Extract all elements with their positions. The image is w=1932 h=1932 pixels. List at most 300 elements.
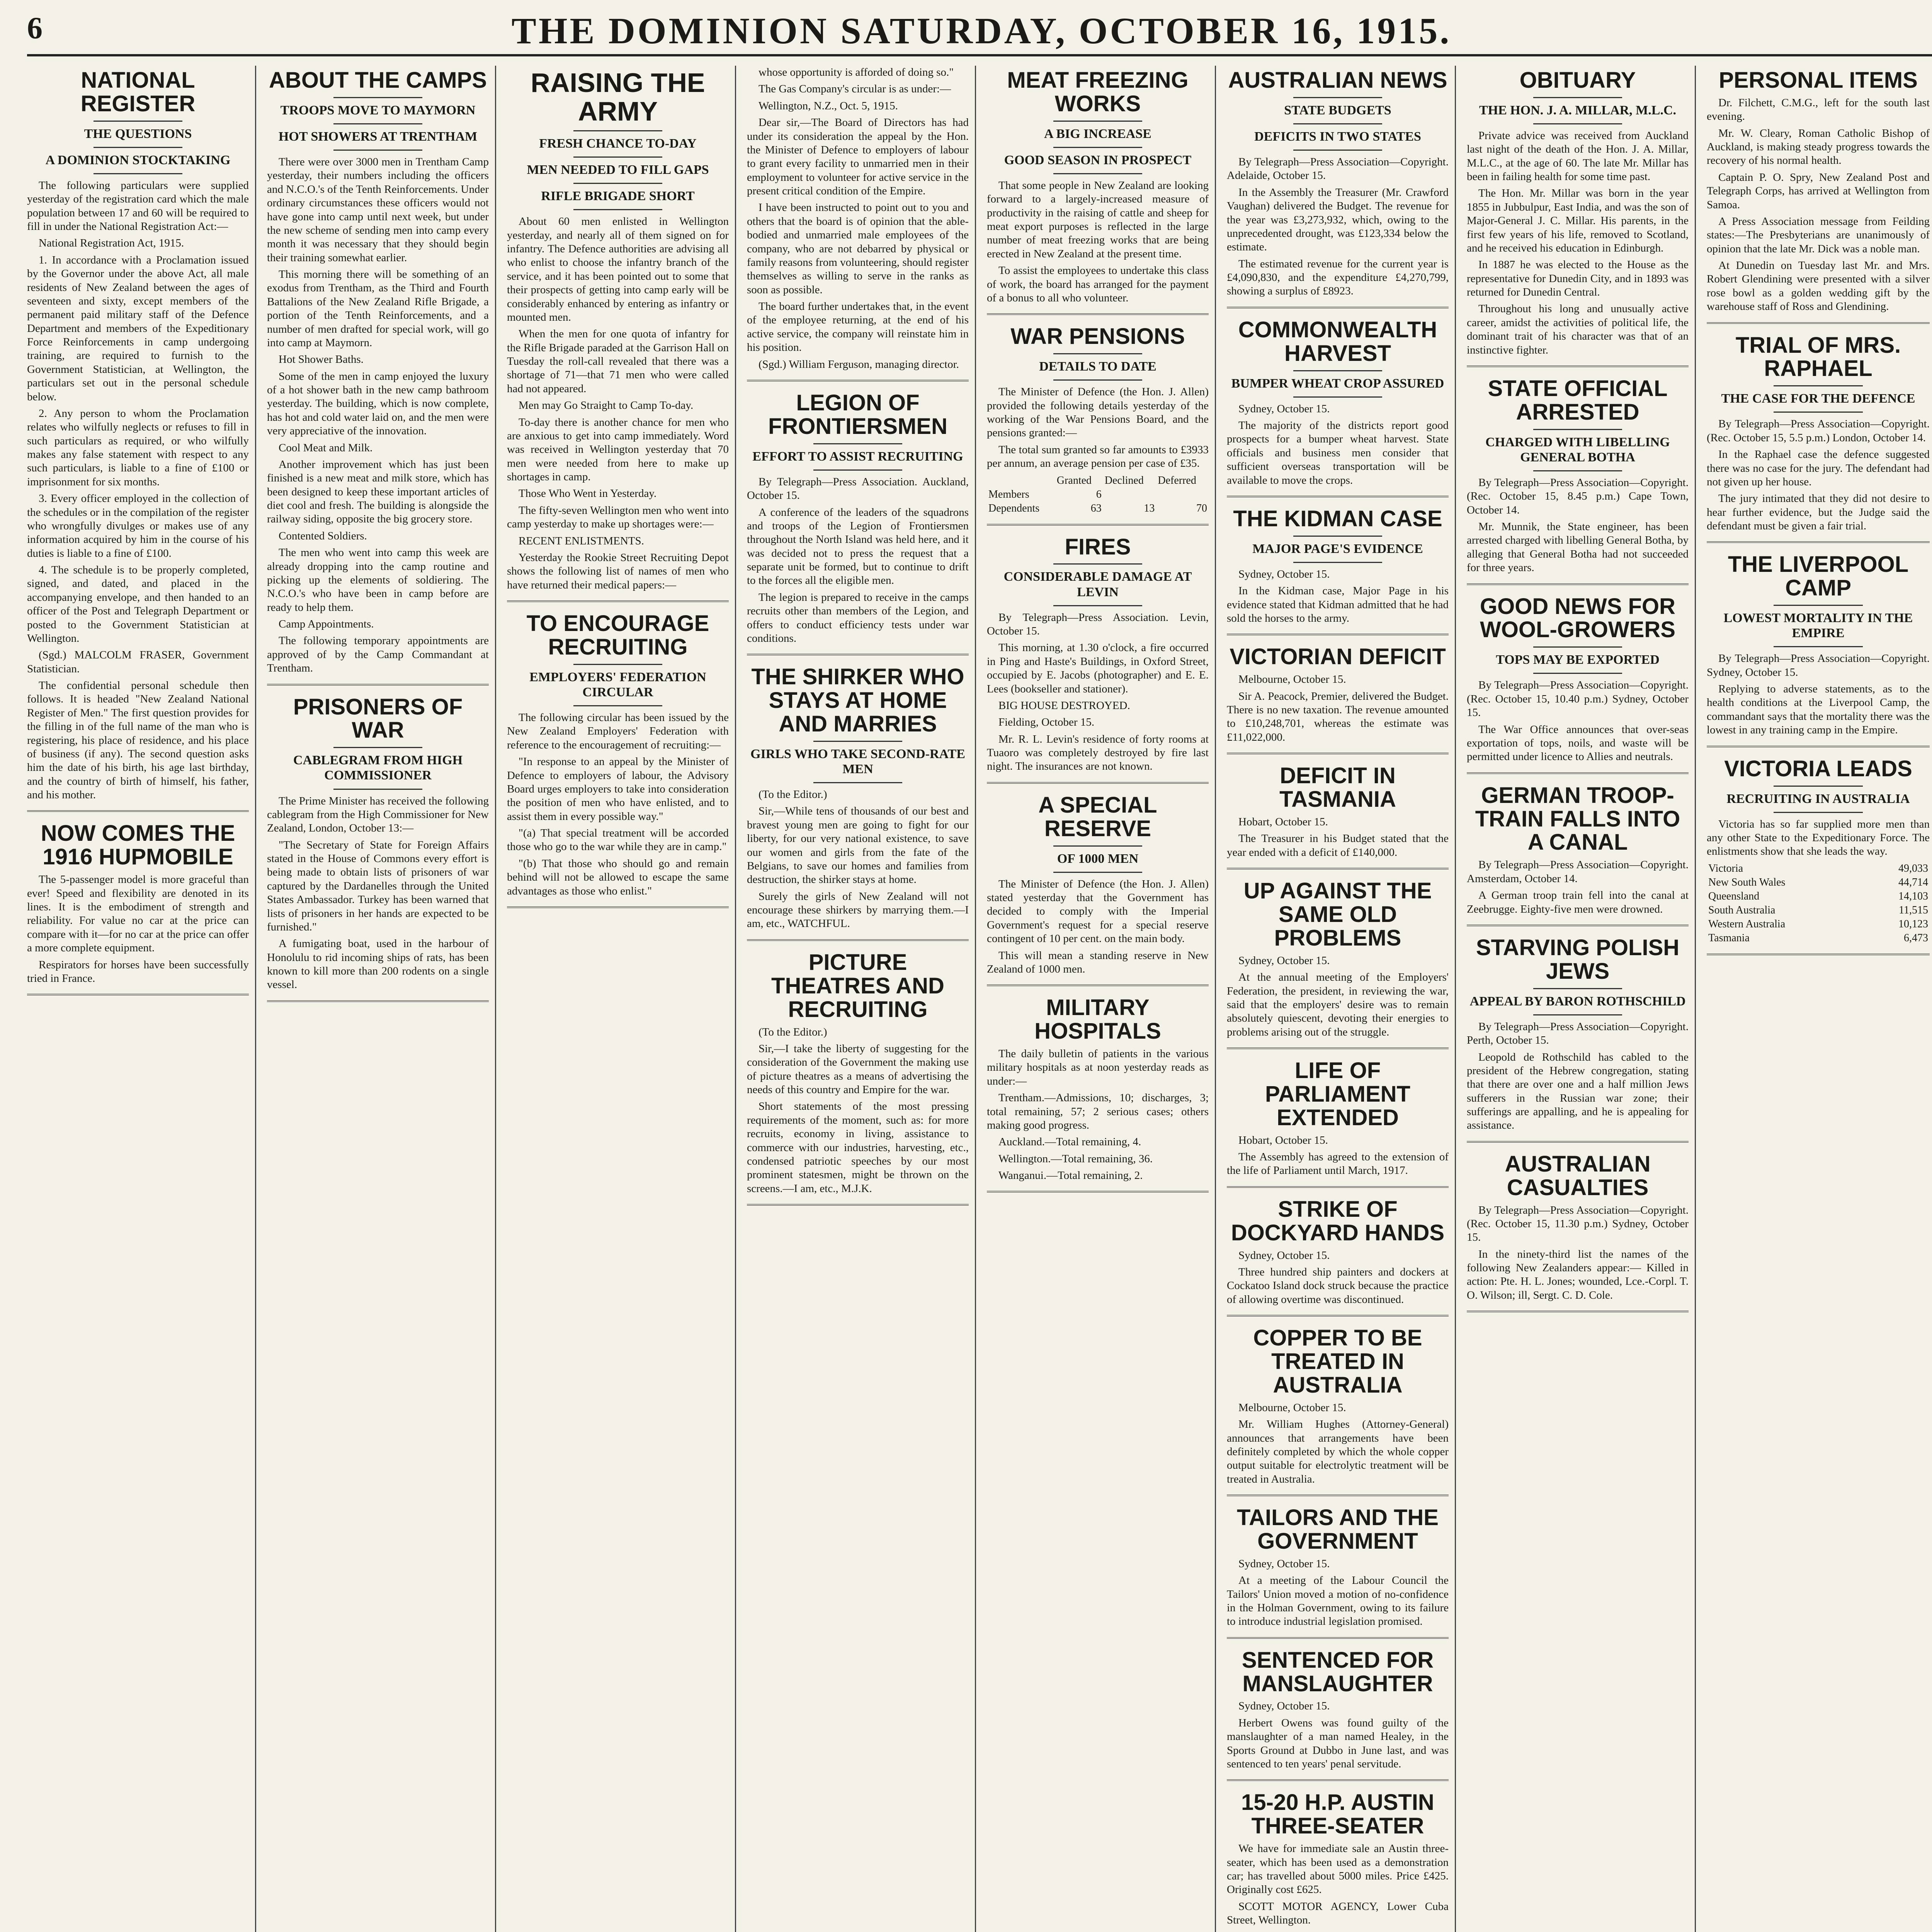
article-paragraph: Auckland.—Total remaining, 4. — [998, 1136, 1141, 1148]
article-paragraph: Victoria has so far supplied more men than any other State to the Expeditionary Force. The enlistments show that she leads the way. — [1707, 818, 1930, 858]
divider — [1053, 147, 1142, 148]
column-6 — [1227, 66, 1456, 1932]
divider — [1293, 150, 1382, 151]
article-paragraph: Sir,—While tens of thousands of our best and bravest young men are going to fight for our liberty, for our very national existence, to save our women and girls from the fate of the Belgians, to save our homes and families from destruction, the shirker stays at home. — [747, 805, 969, 886]
article-subhead: APPEAL BY BARON ROTHSCHILD — [1469, 994, 1686, 1009]
table-header-cell: Declined — [1104, 474, 1144, 486]
article — [1227, 1788, 1449, 1927]
article-separator — [1227, 1779, 1449, 1781]
article-subhead: TROOPS MOVE TO MAYMORN — [280, 103, 476, 117]
article-paragraph: In the Raphael case the defence suggested there was no case for the jury. The defendant had not given up her house. — [1707, 448, 1930, 488]
article-separator — [1227, 868, 1449, 869]
article-paragraph: (To the Editor.) — [759, 1026, 827, 1038]
article-headline: UP AGAINST THE SAME OLD PROBLEMS — [1243, 878, 1432, 951]
article-headline: TO ENCOURAGE RECRUITING — [526, 611, 709, 660]
article-headline: GOOD NEWS FOR WOOL-GROWERS — [1480, 594, 1675, 643]
article — [1227, 1056, 1449, 1178]
data-table — [987, 474, 1209, 515]
table-cell: 6 — [1096, 488, 1102, 500]
article-headline: VICTORIAN DEFICIT — [1230, 644, 1446, 670]
article-separator — [1707, 746, 1930, 747]
article-separator — [267, 1000, 489, 1002]
article-paragraph: 2. Any person to whom the Proclamation relates who wilfully neglects or refuses to fill in such particulars as required, or who wilfully makes any false statement with respect to any such particulars, is liable to a fine of £100 or imprisonment for six months. — [27, 407, 249, 488]
article-separator — [1227, 1495, 1449, 1496]
article — [1467, 781, 1689, 916]
article-paragraph: At the annual meeting of the Employers' Federation, the president, in reviewing the war, said that the employers' desire was to remain absolutely quiescent, devoting their energies to problems arising out of the struggle. — [1227, 971, 1449, 1038]
article-subhead: A DOMINION STOCKTAKING — [45, 153, 231, 167]
article-headline: NOW COMES THE 1916 HUPMOBILE — [41, 821, 235, 870]
article-subhead: BUMPER WHEAT CROP ASSURED — [1231, 376, 1444, 391]
article-separator — [747, 1204, 969, 1206]
article-paragraph: National Registration Act, 1915. — [39, 237, 184, 250]
column-3 — [507, 66, 736, 1932]
article — [27, 66, 249, 802]
article-subhead: CHARGED WITH LIBELLING GENERAL BOTHA — [1485, 435, 1670, 464]
article-paragraph: The Gas Company's circular is as under:— — [759, 83, 951, 95]
table-cell: Dependents — [988, 502, 1040, 514]
divider — [1533, 988, 1622, 989]
column-2 — [267, 66, 496, 1932]
divider — [1053, 872, 1142, 873]
article-headline: A SPECIAL RESERVE — [1038, 792, 1157, 841]
article-separator — [267, 684, 489, 685]
table-cell: South Australia — [1708, 904, 1776, 916]
article-paragraph: In the Kidman case, Major Page in his evidence stated that Kidman admitted that he had sold the horses to the army. — [1227, 585, 1449, 625]
article-headline: TRIAL OF MRS. RAPHAEL — [1735, 332, 1901, 381]
article-headline: THE SHIRKER WHO STAYS AT HOME AND MARRIES — [751, 664, 964, 737]
article-paragraph: Contented Soldiers. — [279, 529, 367, 542]
article — [1227, 1503, 1449, 1629]
table-cell — [1103, 488, 1156, 502]
article-headline: MILITARY HOSPITALS — [1034, 995, 1161, 1044]
article-paragraph: Sydney, October 15. — [1238, 1557, 1330, 1570]
article-separator — [27, 810, 249, 812]
article-subhead: MEN NEEDED TO FILL GAPS — [527, 163, 709, 177]
article-headline: PERSONAL ITEMS — [1719, 68, 1918, 93]
article-separator — [1227, 1186, 1449, 1188]
divider — [1533, 97, 1622, 98]
article — [987, 532, 1209, 774]
table-cell: 63 — [1090, 502, 1102, 514]
article-paragraph: The War Office announces that over-seas exportation of tops, noils, and waste will be permitted under licence to Allies and neutrals. — [1467, 723, 1689, 763]
article-paragraph: Replying to adverse statements, as to the health conditions at the Liverpool Camp, the commandant says that the mortality there was the lowest in any training camp in the Empire. — [1707, 683, 1930, 736]
article-subhead: EFFORT TO ASSIST RECRUITING — [752, 449, 963, 464]
divider — [333, 150, 422, 151]
article-headline: GERMAN TROOP-TRAIN FALLS INTO A CANAL — [1475, 782, 1680, 855]
article-paragraph: This will mean a standing reserve in New Zealand of 1000 men. — [987, 949, 1209, 975]
article-paragraph: Dr. Filchett, C.M.G., left for the south last evening. — [1707, 96, 1930, 123]
article-paragraph: Herbert Owens was found guilty of the manslaughter of a man named Healey, in the Sports Ground at Dubbo in June last, and was sentenced to ten years' penal servitude. — [1227, 1716, 1449, 1770]
article-subhead: THE CASE FOR THE DEFENCE — [1721, 391, 1915, 406]
table-header-cell: Deferred — [1158, 474, 1196, 486]
article — [987, 791, 1209, 976]
article — [1707, 550, 1930, 737]
table-cell — [1156, 488, 1209, 502]
article-headline: LEGION OF FRONTIERSMEN — [768, 390, 947, 439]
divider — [1774, 812, 1863, 813]
table-cell: 13 — [1144, 502, 1155, 514]
article-paragraph: Mr. William Hughes (Attorney-General) announces that arrangements have been definitely completed by which the whole copper output suitable for electrolytic treatment will be treated in Australia. — [1227, 1418, 1449, 1485]
article-paragraph: Hobart, October 15. — [1238, 815, 1328, 828]
article-paragraph: The board further undertakes that, in the event of the employee returning, at the end of his active service, the company will reinstate him in his position. — [747, 300, 969, 354]
article — [27, 819, 249, 985]
table-cell: Members — [988, 488, 1029, 500]
article-separator — [1227, 496, 1449, 497]
divider — [1053, 563, 1142, 565]
article-paragraph: 1. In accordance with a Proclamation issued by the Governor under the above Act, all male residents of New Zealand between the ages of seventeen and sixty, except members of the permanent paid military staff of the Defence Department and members of the Expeditionary Force Reinforcements in camp undergoing training, are required to furnish to the Government Statistician, at Wellington, the particulars set out in the personal schedule below. — [27, 253, 249, 403]
article-paragraph: Wanganui.—Total remaining, 2. — [998, 1169, 1143, 1182]
table-header-row — [987, 474, 1209, 488]
article-paragraph: By Telegraph—Press Association—Copyright. (Rec. October 15, 11.30 p.m.) Sydney, October 15. — [1467, 1204, 1689, 1244]
article-paragraph: Wellington, N.Z., Oct. 5, 1915. — [759, 99, 898, 112]
article-paragraph: whose opportunity is afforded of doing so." — [759, 66, 954, 78]
article-paragraph: Wellington.—Total remaining, 36. — [998, 1152, 1153, 1165]
article-paragraph: We have for immediate sale an Austin three-seater, which has been used as a demonstration car; has travelled about 5000 miles. Price £425. Originally cost £625. — [1227, 1842, 1449, 1896]
article-paragraph: Hobart, October 15. — [1238, 1134, 1328, 1146]
article-subhead: DETAILS TO DATE — [1039, 359, 1156, 374]
divider — [1533, 646, 1622, 648]
article-headline: NATIONAL REGISTER — [80, 68, 196, 116]
article-separator — [1467, 1311, 1689, 1312]
article-paragraph: A German troop train fell into the canal at Zeebrugge. Eighty-five men were drowned. — [1467, 889, 1689, 915]
article-subhead: DEFICITS IN TWO STATES — [1254, 129, 1421, 144]
article-paragraph: Mr. Munnik, the State engineer, has been arrested charged with libelling General Botha, by alleging that General Botha had not succeeded for three years. — [1467, 520, 1689, 574]
divider — [573, 130, 662, 131]
article-headline: STATE OFFICIAL ARRESTED — [1488, 376, 1668, 425]
divider — [1053, 173, 1142, 174]
divider — [813, 469, 902, 471]
article-subhead: TOPS MAY BE EXPORTED — [1496, 653, 1660, 667]
article-paragraph: The Hon. Mr. Millar was born in the year 1855 in Jubbulpur, East India, and was the son of Major-General J. C. Millar. His parents, in the first few years of his life, removed to Scotland, and he received his education in Edinburgh. — [1467, 187, 1689, 254]
article-separator — [27, 994, 249, 995]
article — [507, 609, 729, 898]
article — [747, 662, 969, 931]
article-subhead: MAJOR PAGE'S EVIDENCE — [1252, 541, 1423, 556]
article-separator — [987, 1191, 1209, 1192]
article-paragraph: This morning there will be something of an exodus from Trentham, as the Third and Fourth Battalions of the New Zealand Rifle Brigade, a portion of the Tenth Reinforcements, and a number of men drafted for special work, will go into camp at Maymorn. — [267, 268, 489, 349]
article-headline: WAR PENSIONS — [1010, 324, 1185, 349]
article-separator — [1467, 366, 1689, 367]
article-paragraph: About 60 men enlisted in Wellington yesterday, and nearly all of them signed on for infantry. The Defence authorities are advising all who enlist to choose the infantry branch of the service, and it has been pointed out to some that their prospects of getting into camp early will be considerably enhanced by entering as infantry or mounted men. — [507, 215, 729, 323]
article-paragraph: Surely the girls of New Zealand will not encourage these shirkers by marrying them.—I am, etc., WATCHFUL. — [747, 890, 969, 930]
article-subhead: THE HON. J. A. MILLAR, M.L.C. — [1479, 103, 1677, 117]
article-paragraph: RECENT ENLISTMENTS. — [519, 534, 644, 547]
divider — [813, 741, 902, 742]
article — [1227, 66, 1449, 298]
article-separator — [1467, 583, 1689, 585]
column-7 — [1467, 66, 1696, 1932]
article-paragraph: BIG HOUSE DESTROYED. — [998, 699, 1130, 712]
article-separator — [1227, 753, 1449, 754]
article-separator — [987, 524, 1209, 526]
article-headline: 15-20 H.P. AUSTIN THREE-SEATER — [1241, 1790, 1434, 1839]
article-subhead: GOOD SEASON IN PROSPECT — [1004, 153, 1192, 167]
divider — [573, 705, 662, 706]
article-headline: COMMONWEALTH HARVEST — [1238, 317, 1437, 366]
divider — [1293, 123, 1382, 124]
article-paragraph: Camp Appointments. — [279, 618, 374, 631]
article-paragraph: The following temporary appointments are approved of by the Camp Commandant at Trentham. — [267, 634, 489, 675]
article-paragraph: By Telegraph—Press Association—Copyright. (Rec. October 15, 10.40 p.m.) Sydney, October 15. — [1467, 679, 1689, 719]
article — [1707, 331, 1930, 533]
article-paragraph: Mr. W. Cleary, Roman Catholic Bishop of Auckland, is making steady progress towards the recovery of his normal health. — [1707, 127, 1930, 167]
article-paragraph: Private advice was received from Auckland last night of the death of the Hon. J. A. Millar, M.L.C., at the age of 60. The late Mr. Millar has been in failing health for some time past. — [1467, 129, 1689, 183]
article-headline: DEFICIT IN TASMANIA — [1279, 763, 1396, 812]
article-paragraph: In the Assembly the Treasurer (Mr. Crawford Vaughan) delivered the Budget. The revenue for the year was £3,273,932, which, owing to the unprecedented drought, was £123,334 below the estimate. — [1227, 186, 1449, 253]
article-headline: AUSTRALIAN CASUALTIES — [1505, 1151, 1651, 1200]
article-separator — [1227, 1637, 1449, 1639]
article-paragraph: To assist the employees to undertake this class of work, the board has arranged for the payment of a bonus to all who volunteer. — [987, 264, 1209, 304]
article-paragraph: "The Secretary of State for Foreign Affairs stated in the House of Commons every effort is being made to obtain lists of prisoners of war captured by the Dardanelles through the United States Ambassador. Turkey has been warned that lists of prisoners in her hands are expected to be furnished." — [267, 838, 489, 933]
article-subhead: FRESH CHANCE TO-DAY — [539, 136, 697, 151]
article-subhead: CABLEGRAM FROM HIGH COMMISSIONER — [293, 753, 463, 783]
article-separator — [1467, 772, 1689, 774]
table-row — [1707, 903, 1930, 917]
divider — [333, 97, 422, 98]
article-paragraph: Captain P. O. Spry, New Zealand Post and Telegraph Corps, has arrived at Wellington from Samoa. — [1707, 171, 1930, 211]
article-paragraph: Yesterday the Rookie Street Recruiting Depot shows the following list of names of men who have returned their medical papers:— — [507, 551, 729, 591]
article — [1467, 374, 1689, 575]
divider — [1774, 605, 1863, 606]
article — [1227, 1646, 1449, 1771]
article — [987, 66, 1209, 305]
article-headline: THE KIDMAN CASE — [1233, 506, 1442, 531]
article-paragraph: The estimated revenue for the current year is £4,090,830, and the expenditure £4,270,799, showing a surplus of £8923. — [1227, 257, 1449, 298]
table-cell: New South Wales — [1708, 876, 1786, 888]
article-paragraph: The Assembly has agreed to the extension of the life of Parliament until March, 1917. — [1227, 1151, 1449, 1177]
article-subhead: THE QUESTIONS — [84, 126, 192, 141]
divider — [1533, 123, 1622, 124]
newspaper-title: THE DOMINION SATURDAY, OCTOBER 16, 1915. — [511, 10, 1452, 51]
article-paragraph: Those Who Went in Yesterday. — [519, 487, 657, 500]
article-paragraph: The following circular has been issued by the New Zealand Employers' Federation with reference to the encouragement of recruiting:— — [507, 711, 729, 751]
article-paragraph: Sydney, October 15. — [1238, 402, 1330, 415]
table-cell: Tasmania — [1708, 932, 1750, 944]
divider — [573, 664, 662, 665]
article-paragraph: In 1887 he was elected to the House as the representative for Dunedin City, and in 1893 was returned for Dunedin Central. — [1467, 259, 1689, 299]
article-paragraph: In the ninety-third list the names of the following New Zealanders appear:— Killed in action: Pte. H. L. Jones; wounded, Lce.-Corpl. T. O. Wilson; ill, Sergt. C. D. Cole. — [1467, 1248, 1689, 1301]
article-paragraph: The daily bulletin of patients in the various military hospitals as at noon yesterday reads as under:— — [987, 1048, 1209, 1087]
article-paragraph: By Telegraph—Press Association—Copyright. (Rec. October 15, 5.5 p.m.) London, October 14. — [1707, 418, 1930, 444]
article-paragraph: The Prime Minister has received the following cablegram from the High Commissioner for New Zealand, London, October 13:— — [267, 794, 489, 835]
divider — [1293, 396, 1382, 398]
article-paragraph: Hot Shower Baths. — [279, 353, 364, 366]
article — [1227, 1195, 1449, 1306]
divider — [573, 209, 662, 210]
article-subhead: GIRLS WHO TAKE SECOND-RATE MEN — [750, 747, 965, 777]
article — [747, 948, 969, 1196]
article-paragraph: I have been instructed to point out to you and others that the board is of opinion that the able-bodied and unmarried male employees of the company, who are not debarred by physical or family reasons from volunteering, should register themselves as willing to serve in the ranks as soon as possible. — [747, 201, 969, 296]
article-headline: OBITUARY — [1519, 68, 1636, 93]
article-separator — [1707, 322, 1930, 324]
article — [987, 322, 1209, 515]
table-cell: 49,033 — [1898, 862, 1928, 874]
column-8 — [1707, 66, 1932, 1932]
article-headline: FIRES — [1065, 534, 1131, 560]
table-row — [1707, 889, 1930, 903]
table-cell: 44,714 — [1898, 876, 1928, 888]
article — [1707, 754, 1930, 945]
column-4 — [747, 66, 976, 1932]
divider — [94, 173, 182, 174]
column-5 — [987, 66, 1216, 1932]
article — [1467, 1150, 1689, 1302]
data-table — [1707, 862, 1930, 945]
article-paragraph: When the men for one quota of infantry for the Rifle Brigade paraded at the Garrison Hall on Tuesday the roll-call revealed that there was a shortage of 71—that 71 men who were called had not appeared. — [507, 328, 729, 395]
article-paragraph: Fielding, October 15. — [998, 716, 1095, 729]
article — [1467, 66, 1689, 357]
article-separator — [747, 654, 969, 655]
table-cell: Western Australia — [1708, 918, 1786, 930]
divider — [573, 156, 662, 158]
article-paragraph: Dear sir,—The Board of Directors has had under its consideration the appeal by the Hon. the Minister of Defence to employers of labour to grant every facility to unmarried men in their employment to volunteer for active service in the present critical condition of the Empire. — [747, 116, 969, 197]
divider — [1533, 1014, 1622, 1015]
divider — [1293, 536, 1382, 537]
article-subhead: STATE BUDGETS — [1284, 103, 1391, 117]
article-paragraph: By Telegraph—Press Association—Copyright. (Rec. October 15, 8.45 p.m.) Cape Town, October 14. — [1467, 476, 1689, 516]
article-headline: PICTURE THEATRES AND RECRUITING — [771, 949, 944, 1022]
table-header-cell: Granted — [1056, 474, 1092, 486]
article-paragraph: 3. Every officer employed in the collection of the schedules or in the compilation of the register who wrongfully divulges or makes use of any information acquired by him in the course of his duties is liable to a fine of £100. — [27, 492, 249, 560]
article-paragraph: The confidential personal schedule then follows. It is headed "New Zealand National Register of Men." The first question provides for the filling in of the full name of the man who is registering, his place of residence, and his place of business (if any). The second question asks him the date of his birth, his age last birthday, and the country of birth of himself, his father, and his mother. — [27, 679, 249, 801]
divider — [333, 123, 422, 124]
divider — [1774, 646, 1863, 647]
article-paragraph: Sir,—I take the liberty of suggesting for the consideration of the Government the making use of picture theatres as a means of advertising the needs of this country and Empire for the war. — [747, 1042, 969, 1096]
article-paragraph: By Telegraph—Press Association—Copyright. Perth, October 15. — [1467, 1020, 1689, 1047]
table-cell: 11,515 — [1899, 904, 1928, 916]
article — [267, 692, 489, 992]
table-cell: 14,103 — [1898, 890, 1928, 902]
article-paragraph: Throughout his long and unusually active career, amidst the activities of political life, the dominant trait of his character was that of an instinctive fighter. — [1467, 303, 1689, 356]
article — [1227, 504, 1449, 625]
article-headline: SENTENCED FOR MANSLAUGHTER — [1242, 1647, 1434, 1696]
article-headline: TAILORS AND THE GOVERNMENT — [1237, 1505, 1439, 1554]
article-paragraph: Short statements of the most pressing requirements of the moment, such as: for more recruits, economy in living, assistance to commerce with our industries, harvesting, etc., condensed patriotic speeches by our most prominent statesmen, might be thrown on the screens.—I am, etc., M.J.K. — [747, 1100, 969, 1195]
article-paragraph: By Telegraph—Press Association. Auckland, October 15. — [747, 475, 969, 502]
article-paragraph: Respirators for horses have been successfully tried in France. — [27, 958, 249, 985]
article-headline: VICTORIA LEADS — [1724, 756, 1912, 781]
article-paragraph: This morning, at 1.30 o'clock, a fire occurred in Ping and Haste's Buildings, in Oxford Street, occupied by E. Jacobs (photographer) and E. E. Lees (bookseller and stationer). — [987, 641, 1209, 695]
article — [1467, 933, 1689, 1133]
article-headline: THE LIVERPOOL CAMP — [1728, 552, 1909, 601]
article-subhead: LOWEST MORTALITY IN THE EMPIRE — [1723, 611, 1913, 641]
article-separator — [1467, 925, 1689, 926]
article-paragraph: By Telegraph—Press Association. Levin, October 15. — [987, 611, 1209, 638]
article-paragraph: That some people in New Zealand are looking forward to a largely-increased measure of productivity in the raising of cattle and sheep for meat export purposes is reflected in the large number of meat freezing works that are being erected in New Zealand at the present time. — [987, 179, 1209, 260]
article-separator — [507, 600, 729, 602]
article — [747, 388, 969, 645]
article-paragraph: Some of the men in camp enjoyed the luxury of a hot shower bath in the new camp bathroom yesterday. The building, which is now complete, has hot and cold water laid on, and the men were very appreciative of the innovation. — [267, 370, 489, 437]
article — [747, 66, 969, 371]
divider — [1774, 412, 1863, 413]
article-subhead: CONSIDERABLE DAMAGE AT LEVIN — [1003, 570, 1192, 599]
divider — [1774, 786, 1863, 787]
article-headline: AUSTRALIAN NEWS — [1228, 68, 1447, 93]
article-separator — [1227, 634, 1449, 635]
article-subhead: EMPLOYERS' FEDERATION CIRCULAR — [529, 670, 706, 699]
divider — [813, 782, 902, 783]
article-paragraph: The men who went into camp this week are already dropping into the camp routine and picking up the elements of soldiering. The N.C.O.'s who have been in camp before are ready to help them. — [267, 546, 489, 614]
divider — [813, 443, 902, 444]
article-paragraph: Men may Go Straight to Camp To-day. — [519, 399, 694, 412]
article-separator — [987, 313, 1209, 315]
article — [1227, 761, 1449, 859]
article-paragraph: Sydney, October 15. — [1238, 1700, 1330, 1713]
table-row — [1707, 931, 1930, 945]
article-paragraph: The 5-passenger model is more graceful than ever! Speed and flexibility are denoted in its lines. It is the embodiment of strength and reliability. For value no car at the price can compare with it—for no car at the price can offer a more complete equipment. — [27, 873, 249, 954]
article-separator — [1227, 1048, 1449, 1049]
divider — [1533, 673, 1622, 674]
article — [1227, 1323, 1449, 1486]
divider — [1533, 470, 1622, 471]
article-paragraph: The majority of the districts report good prospects for a bumper wheat harvest. State officials and business men consider that sufficient overseas transportation will be available to move the crops. — [1227, 419, 1449, 486]
article-separator — [1227, 307, 1449, 308]
article-separator — [747, 380, 969, 381]
divider — [1293, 97, 1382, 98]
article — [1707, 66, 1930, 314]
table-cell: 70 — [1196, 502, 1207, 514]
article-headline: STRIKE OF DOCKYARD HANDS — [1231, 1196, 1445, 1245]
article-paragraph: "(b) That those who should go and remain behind will not be allowed to escape the same advantages as those who enlist." — [507, 857, 729, 897]
article-paragraph: Mr. R. L. Levin's residence of forty rooms at Tuaoro was completely destroyed by fire last night. The insurances are not known. — [987, 733, 1209, 773]
article-paragraph: Melbourne, October 15. — [1238, 1401, 1346, 1414]
article-subhead: RECRUITING IN AUSTRALIA — [1726, 791, 1910, 806]
divider — [1774, 385, 1863, 386]
article-headline: ABOUT THE CAMPS — [269, 68, 487, 93]
divider — [1053, 605, 1142, 606]
table-header-cell — [987, 474, 1055, 488]
article-paragraph: There were over 3000 men in Trentham Camp yesterday, their numbers including the officers and N.C.O.'s of the Tenth Reinforcements. Under ordinary circumstances these officers would not have gone into camp until next week, but under the new scheme of sending men into camp every month it was necessary that they should begin their training somewhat earlier. — [267, 156, 489, 264]
article-paragraph: At a meeting of the Labour Council the Tailors' Union moved a motion of no-confidence in the Holman Government, owing to its failure to introduce industrial legislation promised. — [1227, 1574, 1449, 1628]
divider — [1053, 353, 1142, 354]
column-1 — [27, 66, 256, 1932]
table-row — [987, 502, 1209, 515]
article — [507, 66, 729, 592]
article-paragraph: The Minister of Defence (the Hon. J. Allen) provided the following details yesterday of the working of the War Pensions Board, and the pensions granted:— — [987, 386, 1209, 439]
article-paragraph: Sydney, October 15. — [1238, 1249, 1330, 1262]
article-paragraph: Another improvement which has just been finished is a new meat and milk store, which has been designed to keep these important articles of diet cool and fresh. The building is alongside the railway siding, opposite the big grocery store. — [267, 458, 489, 526]
article — [1227, 876, 1449, 1039]
article-separator — [1467, 1141, 1689, 1143]
article-paragraph: The jury intimated that they did not desire to hear further evidence, but the Judge said the defendant must be given a fair trial. — [1707, 492, 1930, 532]
article-subhead: HOT SHOWERS AT TRENTHAM — [278, 129, 478, 144]
article-subhead: A BIG INCREASE — [1044, 126, 1151, 141]
article — [1227, 642, 1449, 744]
article-headline: MEAT FREEZING WORKS — [1007, 68, 1189, 116]
article-paragraph: The Treasurer in his Budget stated that the year ended with a deficit of £140,000. — [1227, 832, 1449, 859]
table-cell: Victoria — [1708, 862, 1743, 874]
article-paragraph: The legion is prepared to receive in the camps recruits other than members of the Legion, and offers to conduct efficiency tests under war conditions. — [747, 591, 969, 645]
article-paragraph: The total sum granted so far amounts to £3933 per annum, an average pension per case of £35. — [987, 443, 1209, 470]
article-separator — [747, 939, 969, 941]
masthead — [27, 8, 1932, 56]
article-headline: PRISONERS OF WAR — [293, 694, 463, 743]
divider — [333, 789, 422, 790]
divider — [1053, 121, 1142, 122]
article-separator — [1707, 541, 1930, 543]
divider — [1293, 562, 1382, 563]
table-row — [1707, 862, 1930, 876]
article-paragraph: SCOTT MOTOR AGENCY, Lower Cuba Street, Wellington. — [1227, 1900, 1449, 1926]
article-subhead: OF 1000 MEN — [1057, 851, 1139, 866]
divider — [1293, 370, 1382, 371]
article-paragraph: Sydney, October 15. — [1238, 568, 1330, 580]
article-separator — [987, 985, 1209, 986]
article-headline: LIFE OF PARLIAMENT EXTENDED — [1265, 1058, 1410, 1130]
columns-grid — [27, 66, 1932, 1932]
article-paragraph: A fumigating boat, used in the harbour of Honolulu to rid incoming ships of rats, has been known to kill more than 200 rodents on a single vessel. — [267, 937, 489, 991]
article-separator — [1227, 1315, 1449, 1316]
